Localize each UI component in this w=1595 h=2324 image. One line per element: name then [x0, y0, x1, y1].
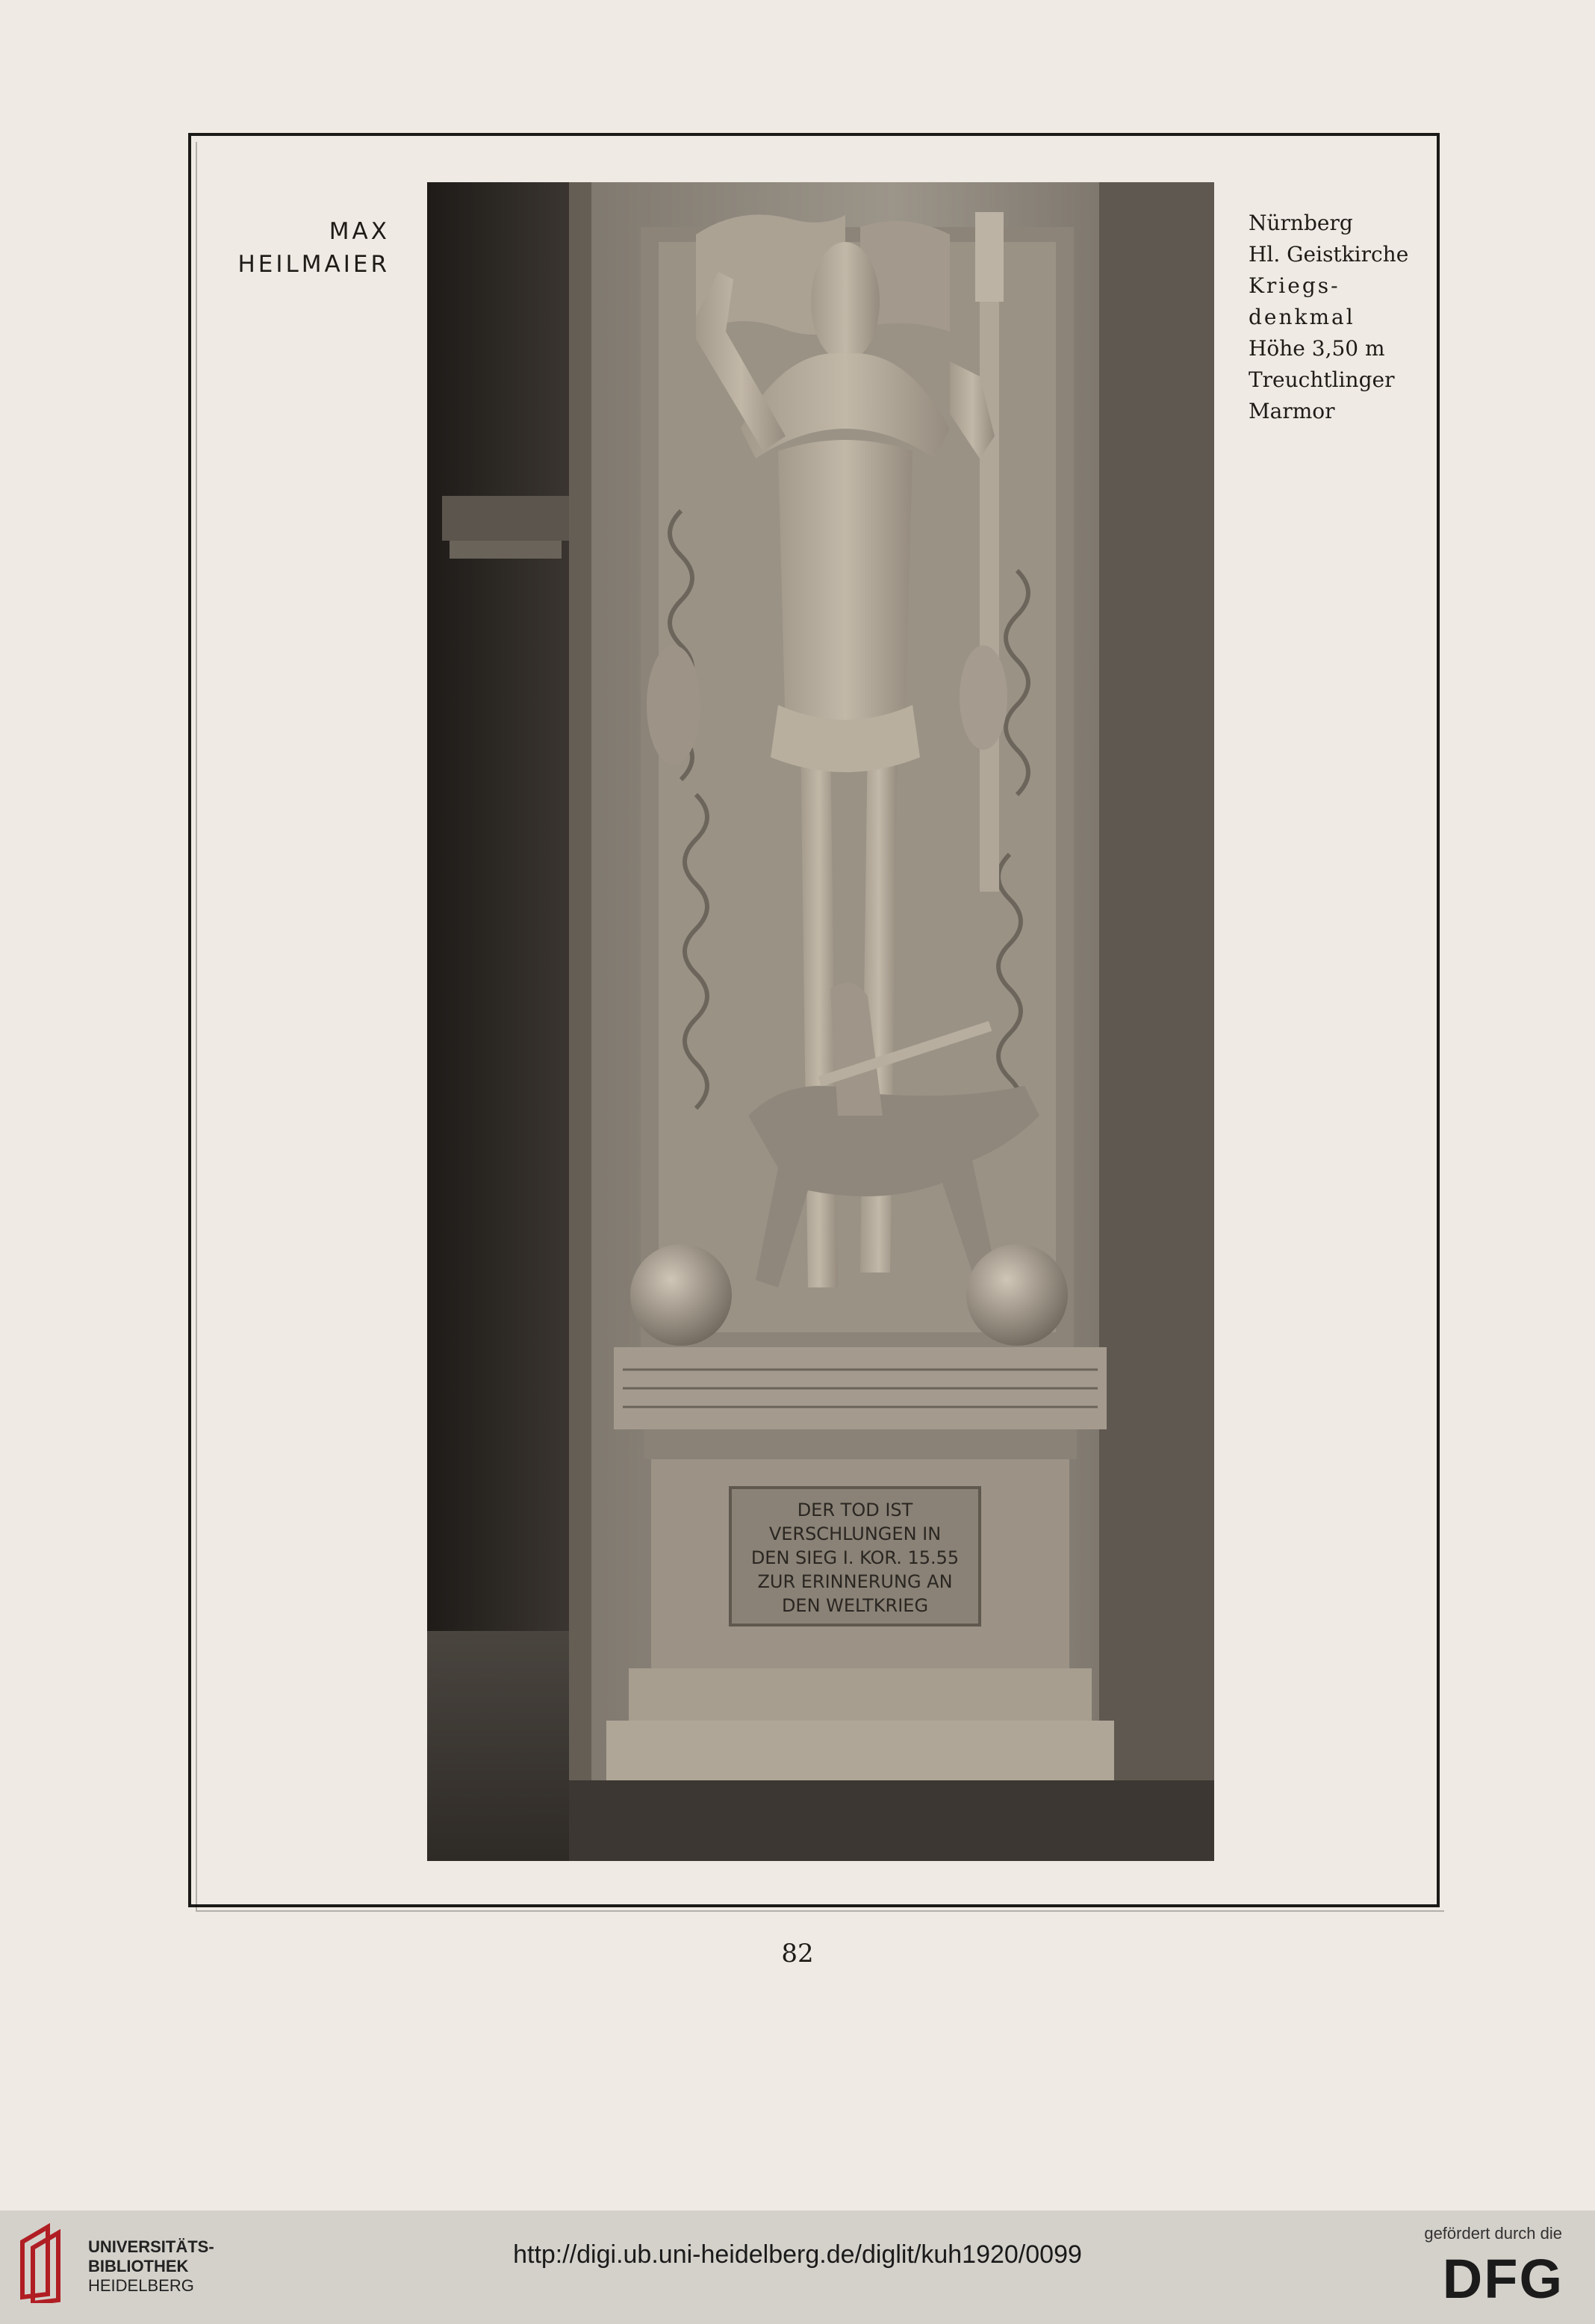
- interior-cornice-lower: [450, 541, 562, 559]
- staff-top: [975, 212, 1004, 302]
- inscription-line-4: ZUR ERINNERUNG AN: [757, 1571, 953, 1592]
- pillar-edge: [569, 182, 591, 1861]
- inscription-line-1: DER TOD IST: [797, 1500, 913, 1520]
- caption-title-2: denkmal: [1249, 305, 1355, 329]
- left-angel: [647, 645, 700, 765]
- dfg-logo: DFG: [1442, 2248, 1564, 2310]
- page-number: 82: [781, 1939, 814, 1969]
- caption-place: Nürnberg: [1249, 211, 1353, 235]
- caption-title-1: Kriegs-: [1249, 273, 1340, 298]
- caption-height: Höhe 3,50 m: [1249, 336, 1385, 361]
- library-name-line-1: UNIVERSITÄTS-: [88, 2237, 214, 2256]
- caption-material-1: Treuchtlinger: [1249, 367, 1395, 392]
- left-sphere: [630, 1244, 732, 1346]
- floor: [569, 1780, 1214, 1861]
- inscription-line-3: DEN SIEG I. KOR. 15.55: [750, 1547, 960, 1568]
- library-name-line-2: BIBLIOTHEK: [88, 2257, 189, 2275]
- base-step-1: [629, 1668, 1092, 1721]
- digitization-footer: [0, 2210, 1595, 2324]
- inscription-line-2: VERSCHLUNGEN IN: [768, 1523, 942, 1544]
- pedestal-cap: [644, 1429, 1077, 1459]
- interior-cornice: [442, 496, 569, 541]
- artwork-caption: [1249, 208, 1428, 427]
- caption-church: Hl. Geistkirche: [1249, 242, 1409, 267]
- right-angel: [960, 645, 1007, 750]
- caption-material-2: Marmor: [1249, 399, 1335, 423]
- artist-name: [194, 215, 390, 281]
- permalink-url[interactable]: http://digi.ub.uni-heidelberg.de/diglit/kuh1920/0099: [513, 2240, 1082, 2269]
- church-interior-left: [427, 182, 569, 1861]
- staff: [980, 220, 999, 892]
- monument-photo-drawing: [427, 182, 1214, 1861]
- artist-first-name: MAX: [329, 218, 390, 245]
- pillar-right-shadow: [1099, 182, 1214, 1861]
- inscription-line-5: DEN WELTKRIEG: [781, 1595, 929, 1616]
- base-step-2: [606, 1721, 1114, 1780]
- artist-last-name: HEILMAIER: [237, 251, 390, 278]
- funded-by-label: gefördert durch die: [1424, 2224, 1562, 2243]
- church-floor-left: [427, 1631, 569, 1861]
- right-sphere: [966, 1244, 1068, 1346]
- monument-photograph: [427, 182, 1214, 1861]
- library-name-line-3: HEIDELBERG: [88, 2276, 194, 2295]
